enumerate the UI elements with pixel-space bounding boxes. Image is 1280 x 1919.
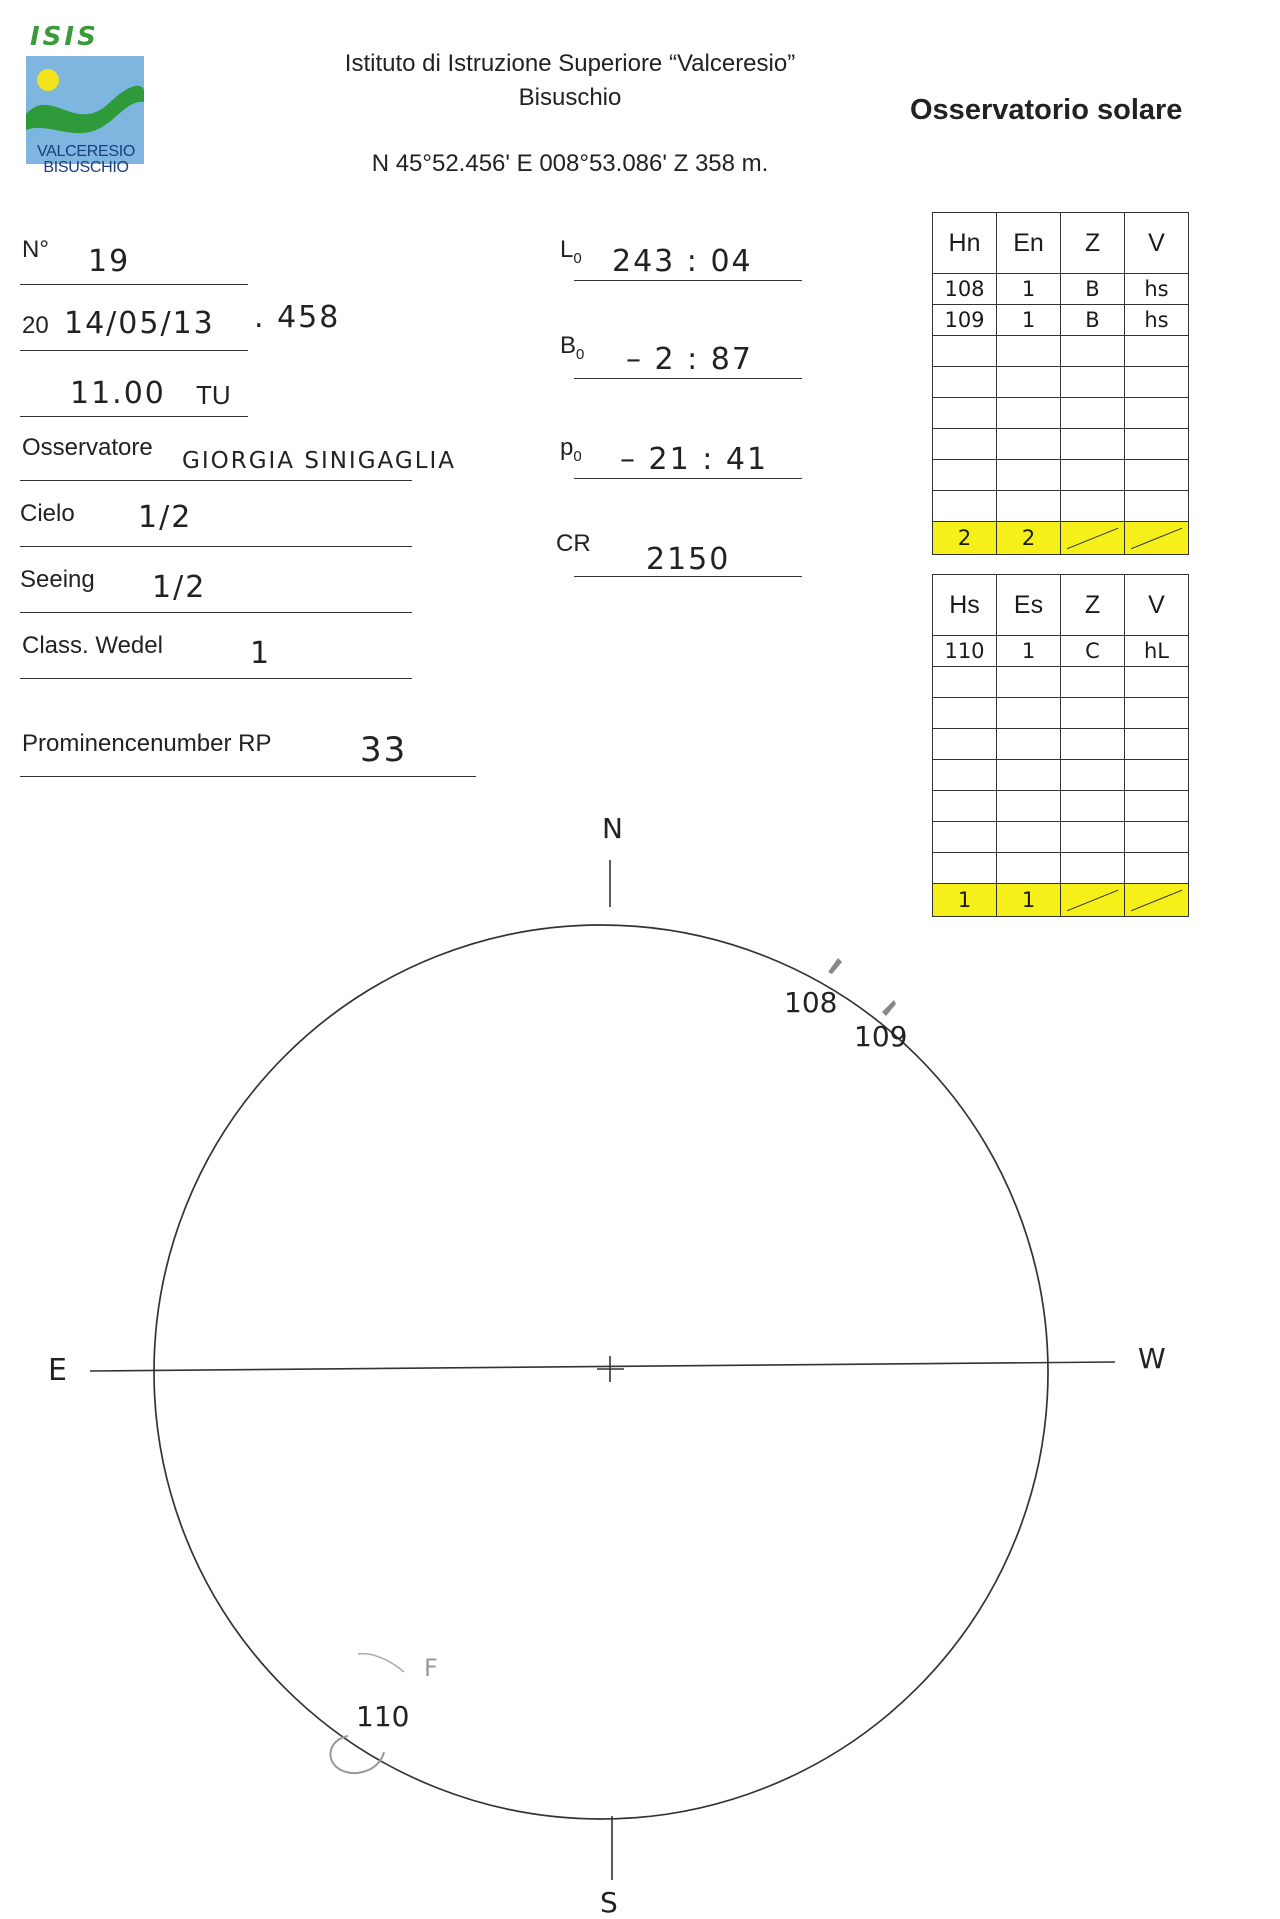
time-value: 11.00 xyxy=(70,376,166,411)
diagonal-slash-icon xyxy=(1125,522,1188,554)
p0-value: – 21 : 41 xyxy=(620,442,769,477)
south-empty-cell xyxy=(1061,760,1125,791)
north-empty-cell xyxy=(1125,367,1189,398)
seeing-rule xyxy=(20,612,412,613)
north-empty-cell xyxy=(933,398,997,429)
wedel-rule xyxy=(20,678,412,679)
institute-name: Istituto di Istruzione Superiore “Valceresio” xyxy=(344,50,796,77)
p0-rule xyxy=(574,478,802,479)
north-empty-cell xyxy=(1061,398,1125,429)
north-cell: B xyxy=(1061,305,1125,336)
north-header-cell: V xyxy=(1125,213,1189,274)
time-rule xyxy=(20,416,248,417)
north-empty-cell xyxy=(933,336,997,367)
north-header-row xyxy=(933,213,1189,274)
table-row xyxy=(933,336,1189,367)
south-header-cell: Es xyxy=(997,575,1061,636)
table-row xyxy=(933,429,1189,460)
south-empty-cell xyxy=(933,667,997,698)
pencil-sketch-mark xyxy=(358,1654,404,1672)
south-cell: C xyxy=(1061,636,1125,667)
institute-town: Bisuschio xyxy=(518,84,622,111)
south-empty-cell xyxy=(1125,698,1189,729)
south-header-cell: Z xyxy=(1061,575,1125,636)
north-empty-cell xyxy=(997,429,1061,460)
table-row xyxy=(933,491,1189,522)
sky-value: 1/2 xyxy=(138,500,193,535)
west-label: W xyxy=(1138,1342,1166,1375)
north-empty-cell xyxy=(997,398,1061,429)
north-empty-cell xyxy=(997,336,1061,367)
north-empty-cell xyxy=(997,491,1061,522)
table-row xyxy=(933,460,1189,491)
south-header-cell: Hs xyxy=(933,575,997,636)
table-row xyxy=(933,398,1189,429)
north-empty-cell xyxy=(1061,367,1125,398)
prominence-110-label: 110 xyxy=(356,1700,410,1733)
north-empty-cell xyxy=(1061,460,1125,491)
south-empty-cell xyxy=(1125,667,1189,698)
north-blocked-cell xyxy=(1061,522,1125,555)
south-label: S xyxy=(600,1886,618,1919)
table-row xyxy=(933,729,1189,760)
prominence-109-label: 109 xyxy=(854,1020,908,1053)
logo-sun-wave-icon xyxy=(26,56,144,144)
north-empty-cell xyxy=(997,460,1061,491)
north-empty-cell xyxy=(1125,460,1189,491)
north-cell: hs xyxy=(1125,274,1189,305)
north-empty-cell xyxy=(1125,336,1189,367)
north-cell: B xyxy=(1061,274,1125,305)
south-empty-cell xyxy=(933,729,997,760)
south-empty-cell xyxy=(1125,729,1189,760)
north-empty-cell xyxy=(933,367,997,398)
solar-disk-outline xyxy=(154,925,1048,1819)
observer-value: GIORGIA SINIGAGLIA xyxy=(182,448,457,474)
prominence-108-label: 108 xyxy=(784,986,838,1019)
time-unit: TU xyxy=(196,380,231,410)
south-cell: 110 xyxy=(933,636,997,667)
number-value: 19 xyxy=(88,244,131,279)
north-empty-cell xyxy=(997,367,1061,398)
north-blocked-cell xyxy=(1125,522,1189,555)
p0-label: $p_0$ xyxy=(560,434,582,465)
south-cell: hL xyxy=(1125,636,1189,667)
north-empty-cell xyxy=(933,491,997,522)
table-row xyxy=(933,667,1189,698)
north-empty-cell xyxy=(1061,336,1125,367)
l0-label: $L_0$ xyxy=(560,236,582,267)
north-prominence-table xyxy=(932,212,1189,555)
prominence-110-mark xyxy=(330,1736,384,1773)
number-rule xyxy=(20,284,248,285)
table-row xyxy=(933,636,1189,667)
b0-label: $B_0$ xyxy=(560,332,585,363)
sky-label: Cielo xyxy=(20,500,75,527)
south-empty-cell xyxy=(933,760,997,791)
l0-rule xyxy=(574,280,802,281)
pencil-f-label: F xyxy=(424,1654,438,1682)
date-rule xyxy=(20,350,248,351)
north-empty-cell xyxy=(1061,491,1125,522)
north-empty-cell xyxy=(933,429,997,460)
north-empty-cell xyxy=(1125,429,1189,460)
wedel-label: Class. Wedel xyxy=(22,632,163,659)
south-empty-cell xyxy=(1061,698,1125,729)
wedel-value: 1 xyxy=(250,636,272,671)
table-row xyxy=(933,274,1189,305)
prominence-value: 33 xyxy=(360,730,408,770)
south-cell: 1 xyxy=(997,636,1061,667)
south-empty-cell xyxy=(933,698,997,729)
prominence-rule xyxy=(20,776,476,777)
north-cell: 1 xyxy=(997,305,1061,336)
cr-value: 2150 xyxy=(646,542,731,577)
cr-label: CR xyxy=(556,530,591,557)
east-label: E xyxy=(48,1353,67,1388)
logo-caption xyxy=(24,144,148,176)
table-row xyxy=(933,367,1189,398)
north-totals-row xyxy=(933,522,1189,555)
north-empty-cell xyxy=(1125,398,1189,429)
sky-rule xyxy=(20,546,412,547)
cr-rule xyxy=(574,576,802,577)
south-empty-cell xyxy=(997,698,1061,729)
prominence-109-mark xyxy=(882,1000,896,1016)
logo-wordmark: ISIS xyxy=(30,22,99,52)
south-header-row xyxy=(933,575,1189,636)
date-value: 14/05/13 xyxy=(64,306,215,341)
date-prefix: 20 xyxy=(22,312,49,339)
south-total-cell: 1 xyxy=(933,884,997,917)
south-empty-cell xyxy=(1125,760,1189,791)
observer-label: Osservatore xyxy=(22,434,153,461)
number-label: N° xyxy=(22,236,49,263)
north-cell: 109 xyxy=(933,305,997,336)
l0-value: 243 : 04 xyxy=(612,244,753,279)
date-fraction: . 458 xyxy=(254,300,341,335)
seeing-value: 1/2 xyxy=(152,570,207,605)
south-empty-cell xyxy=(997,729,1061,760)
table-row xyxy=(933,698,1189,729)
table-row xyxy=(933,305,1189,336)
south-total-cell: 1 xyxy=(997,884,1061,917)
diagonal-slash-icon xyxy=(1061,522,1124,554)
page-title: Osservatorio solare xyxy=(910,94,1183,126)
north-empty-cell xyxy=(1061,429,1125,460)
seeing-label: Seeing xyxy=(20,566,95,593)
south-empty-cell xyxy=(1061,729,1125,760)
prominence-label: Prominencenumber RP xyxy=(22,730,272,757)
north-label: N xyxy=(602,812,623,845)
north-cell: 108 xyxy=(933,274,997,305)
north-empty-cell xyxy=(1125,491,1189,522)
b0-rule xyxy=(574,378,802,379)
north-total-cell: 2 xyxy=(997,522,1061,555)
south-empty-cell xyxy=(997,760,1061,791)
logo-caption-line2: BISUSCHIO xyxy=(43,159,129,176)
north-cell: hs xyxy=(1125,305,1189,336)
logo-caption-line1: VALCERESIO xyxy=(36,143,136,160)
south-empty-cell xyxy=(1061,667,1125,698)
prominence-108-mark xyxy=(828,958,842,974)
north-header-cell: Hn xyxy=(933,213,997,274)
observer-rule xyxy=(20,480,412,481)
solar-disk-diagram xyxy=(0,800,1280,1919)
north-total-cell: 2 xyxy=(933,522,997,555)
observatory-coordinates: N 45°52.456' E 008°53.086' Z 358 m. xyxy=(371,150,769,177)
b0-value: – 2 : 87 xyxy=(626,342,753,377)
table-row xyxy=(933,760,1189,791)
south-header-cell: V xyxy=(1125,575,1189,636)
north-cell: 1 xyxy=(997,274,1061,305)
north-header-cell: En xyxy=(997,213,1061,274)
school-logo xyxy=(24,22,148,182)
north-empty-cell xyxy=(933,460,997,491)
south-empty-cell xyxy=(997,667,1061,698)
north-header-cell: Z xyxy=(1061,213,1125,274)
